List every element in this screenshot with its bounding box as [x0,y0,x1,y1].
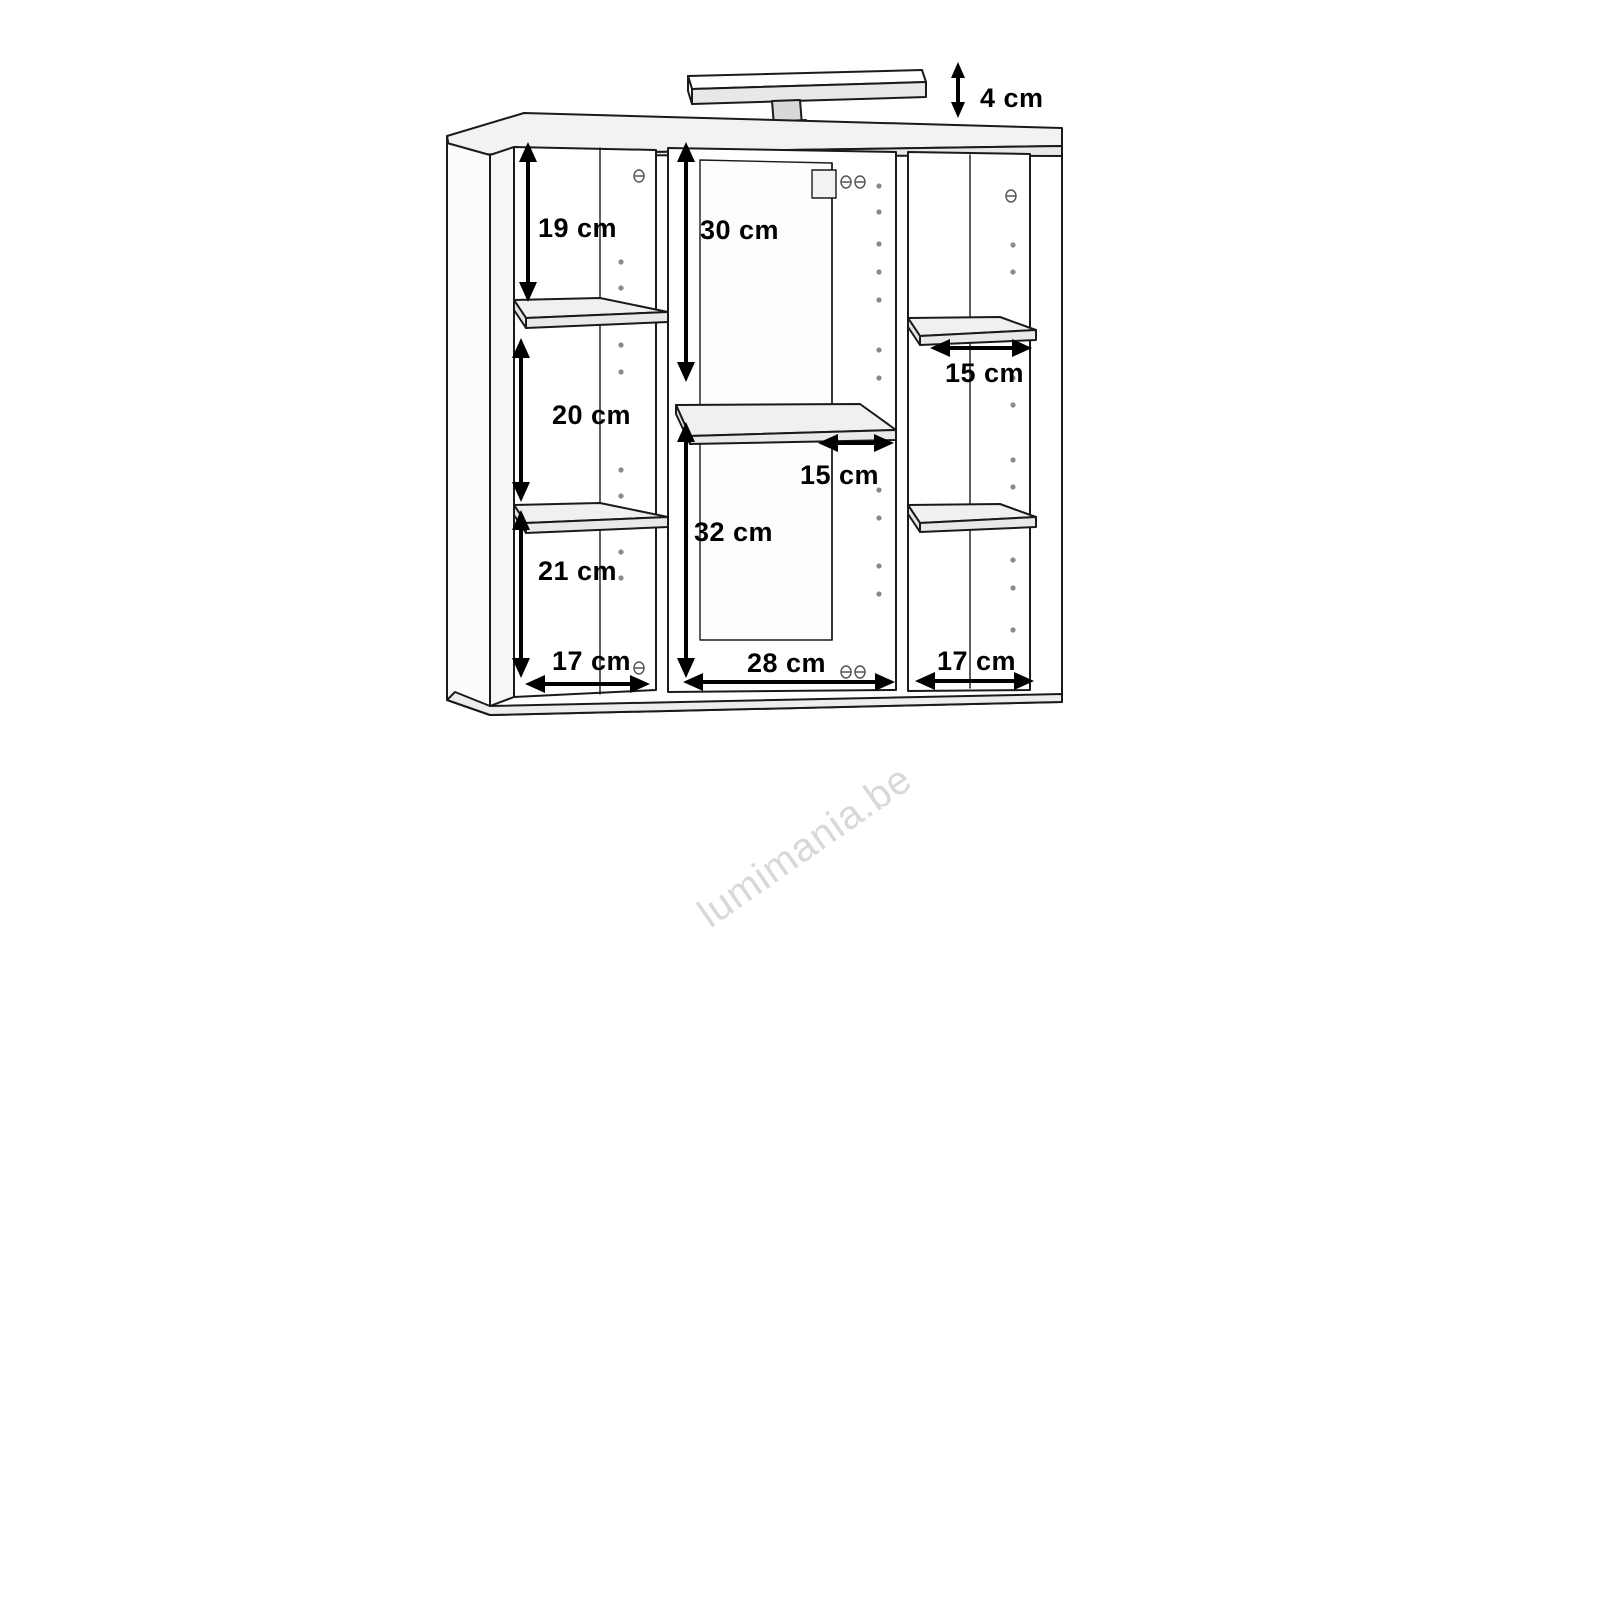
dimension-label-center-shelf-depth: 15 cm [800,460,880,490]
dimension-label-center-column-width: 28 cm [747,648,827,678]
dimension-label-right-shelf-depth: 15 cm [945,358,1025,388]
dimension-label-left-top-compartment: 19 cm [538,213,618,243]
dimension-label-right-column-width: 17 cm [937,646,1017,676]
dimension-label-center-top-compartment: 30 cm [700,215,780,245]
dimension-label-left-column-width: 17 cm [552,646,632,676]
dimension-label-left-middle-compartment: 20 cm [552,400,632,430]
dimension-label-lamp-height: 4 cm [980,83,1044,113]
watermark: lumimania.be [690,756,920,937]
dimension-label-center-bottom-compartment: 32 cm [694,517,774,547]
right-compartment [908,152,1036,691]
dimension-label-left-bottom-compartment: 21 cm [538,556,618,586]
